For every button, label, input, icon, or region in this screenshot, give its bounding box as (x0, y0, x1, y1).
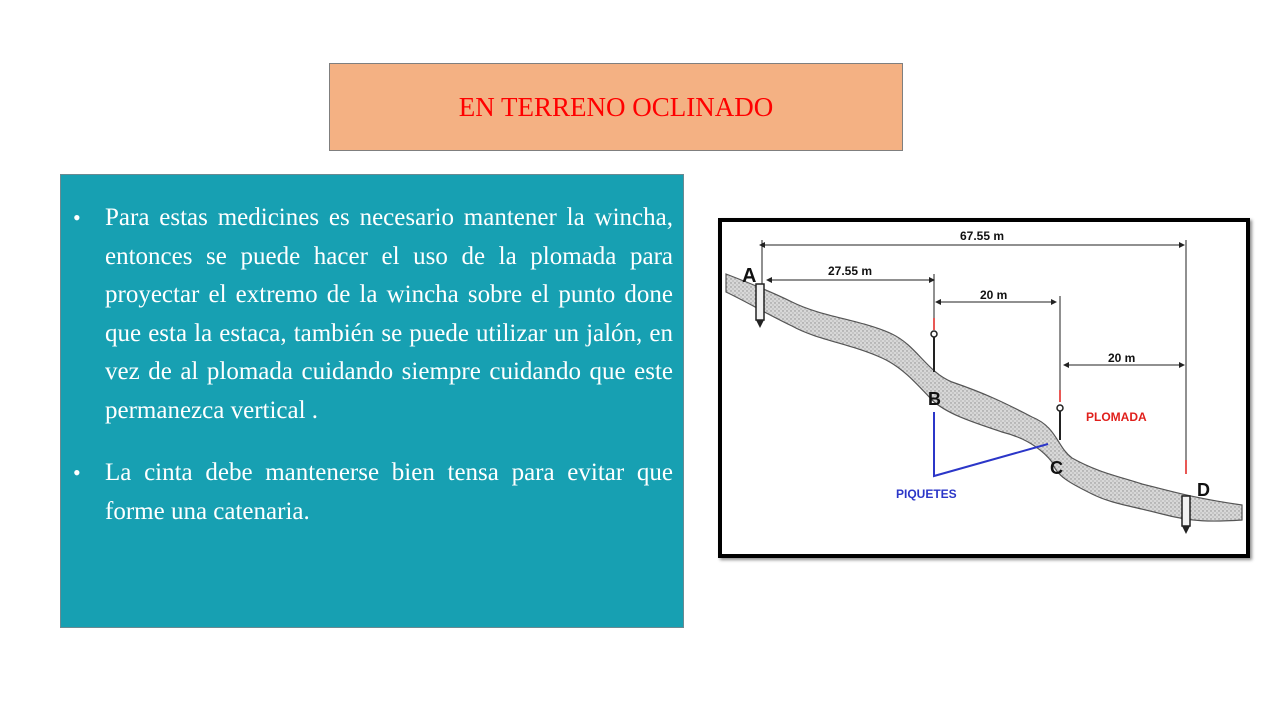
point-d-label: D (1197, 480, 1210, 500)
plumb-bob-b-icon (931, 331, 937, 337)
title-box (329, 63, 903, 151)
bullet-item (73, 199, 673, 430)
point-c-label: C (1050, 458, 1063, 478)
dim-total-label: 67.55 m (960, 229, 1005, 243)
slope-taping-diagram (718, 218, 1250, 558)
plomada-label: PLOMADA (1086, 410, 1147, 424)
bullet-item (73, 454, 673, 531)
dim-ab-label: 27.55 m (828, 264, 873, 278)
bullet-text: Para estas medicines es necesario mantener la wincha, entonces se puede hacer el uso de la plomada para proyectar el extremo de la wincha sobre el punto done que esta la estaca, también se puede utilizar un jalón, en vez de al plomada cuidando siempre cuidando que este permanezca vertical . (105, 204, 673, 424)
dim-cd-label: 20 m (1108, 351, 1136, 365)
terrain-band (726, 274, 1242, 521)
stake-a-icon (756, 284, 764, 320)
slide-title: EN TERRENO OCLINADO (458, 91, 774, 122)
piquetes-label: PIQUETES (896, 487, 957, 501)
text-box (60, 174, 684, 628)
bullet-icon: • (73, 205, 81, 230)
bullet-list (73, 199, 673, 555)
bullet-icon: • (73, 460, 81, 485)
point-a-label: A (742, 265, 757, 287)
dim-bc-label: 20 m (980, 288, 1008, 302)
plumb-bob-c-icon (1057, 405, 1063, 411)
bullet-text: La cinta debe mantenerse bien tensa para evitar que forme una catenaria. (105, 459, 673, 525)
stake-d-icon (1182, 496, 1190, 526)
point-b-label: B (928, 389, 941, 409)
diagram-svg (722, 222, 1246, 554)
